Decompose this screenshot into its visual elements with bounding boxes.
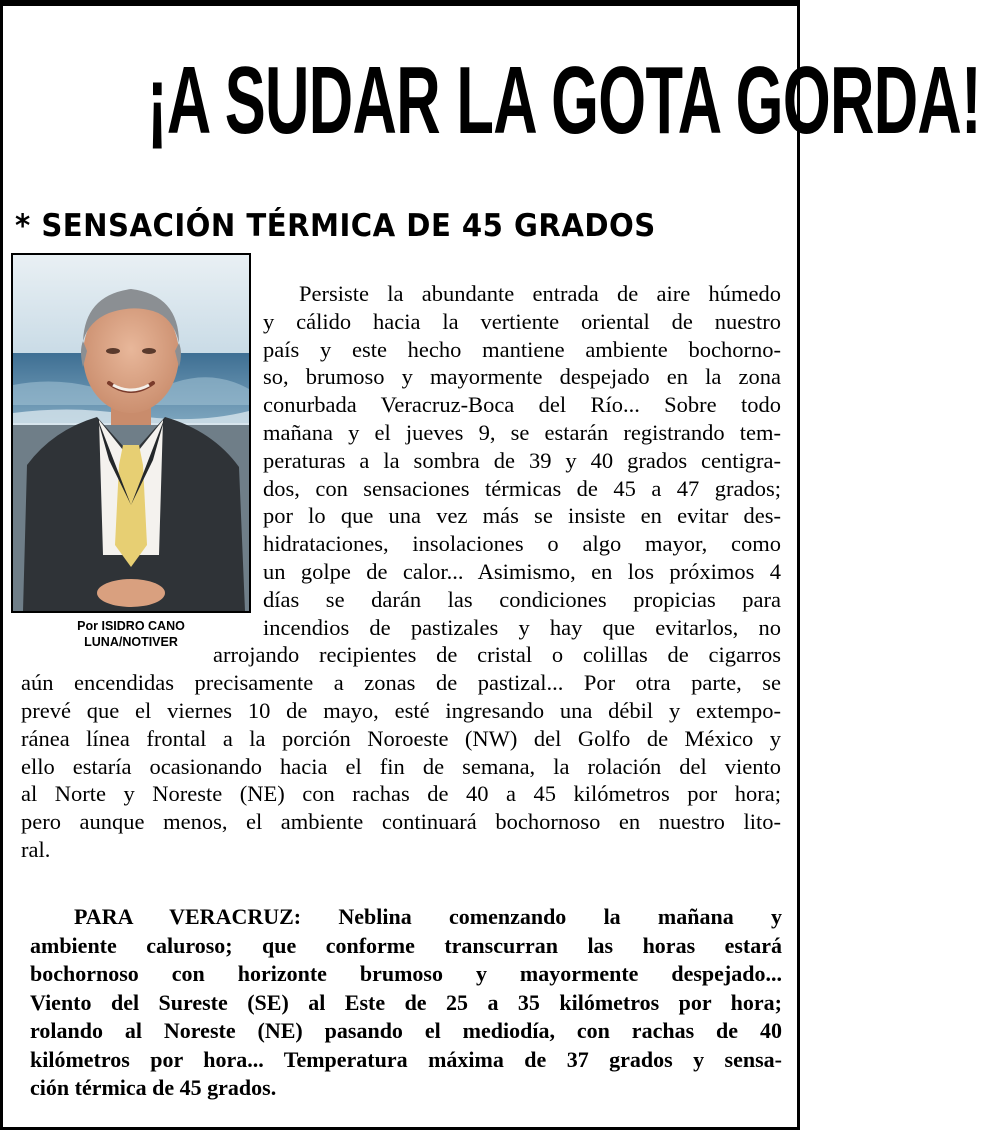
body-line: peraturas a la sombra de 39 y 40 grados centigra- (263, 447, 781, 473)
forecast-line: ción térmica de 45 grados. (30, 1075, 277, 1100)
body-line: país y este hecho mantiene ambiente bochorno- (263, 336, 781, 362)
caption-byline: Por ISIDRO CANO (77, 619, 185, 633)
body-line: prevé que el viernes 10 de mayo, esté ingresando una débil y extempo- (21, 697, 781, 723)
body-line: incendios de pastizales y hay que evitarlos, no (263, 614, 781, 640)
body-line: ral. (21, 836, 51, 862)
body-line: mañana y el jueves 9, se estarán registrando tem- (263, 419, 781, 445)
body-line: y cálido hacia la vertiente oriental de nuestro (263, 308, 781, 334)
body-line: ránea línea frontal a la porción Noroeste (NW) del Golfo de México y (21, 725, 781, 751)
body-line: so, brumoso y mayormente despejado en la zona (263, 364, 781, 390)
forecast-line: ambiente caluroso; que conforme transcurran las horas estará (30, 932, 782, 958)
body-line: un golpe de calor... Asimismo, en los próximos 4 (263, 558, 781, 584)
headline: ¡A SUDAR LA GOTA GORDA! (147, 47, 981, 154)
body-line: ello estaría ocasionando hacia el fin de semana, la rolación del viento (21, 753, 781, 779)
caption-agency: LUNA/NOTIVER (84, 635, 178, 649)
body-line: días se darán las condiciones propicias para (263, 586, 781, 612)
body-line: aún encendidas precisamente a zonas de pastizal... Por otra parte, se (21, 670, 781, 696)
forecast-line: kilómetros por hora... Temperatura máxima de 37 grados y sensa- (30, 1046, 782, 1072)
forecast-line: bochornoso con horizonte brumoso y mayormente despejado... (30, 961, 782, 986)
article-body (21, 280, 781, 864)
forecast-line: rolando al Noreste (NE) pasando el mediodía, con rachas de 40 (30, 1018, 782, 1043)
subheadline: * SENSACIÓN TÉRMICA DE 45 GRADOS (15, 208, 656, 244)
forecast-line: Viento del Sureste (SE) al Este de 25 a 35 kilómetros por hora; (30, 989, 782, 1015)
body-line: conurbada Veracruz-Boca del Río... Sobre todo (263, 392, 781, 418)
forecast-paragraph (30, 903, 782, 1103)
body-line: hidrataciones, insolaciones o algo mayor, como (263, 531, 781, 557)
body-line: arrojando recipientes de cristal o colillas de cigarros (213, 642, 781, 668)
forecast-line: PARA VERACRUZ: Neblina comenzando la mañana y (74, 904, 782, 929)
body-line: dos, con sensaciones térmicas de 45 a 47 grados; (263, 475, 781, 501)
body-line: al Norte y Noreste (NE) con rachas de 40 a 45 kilómetros por hora; (21, 781, 781, 807)
body-line: pero aunque menos, el ambiente continuará bochornoso en nuestro lito- (21, 809, 781, 835)
body-line: por lo que una vez más se insiste en evitar des- (263, 503, 781, 529)
body-line: Persiste la abundante entrada de aire húmedo (299, 281, 781, 306)
